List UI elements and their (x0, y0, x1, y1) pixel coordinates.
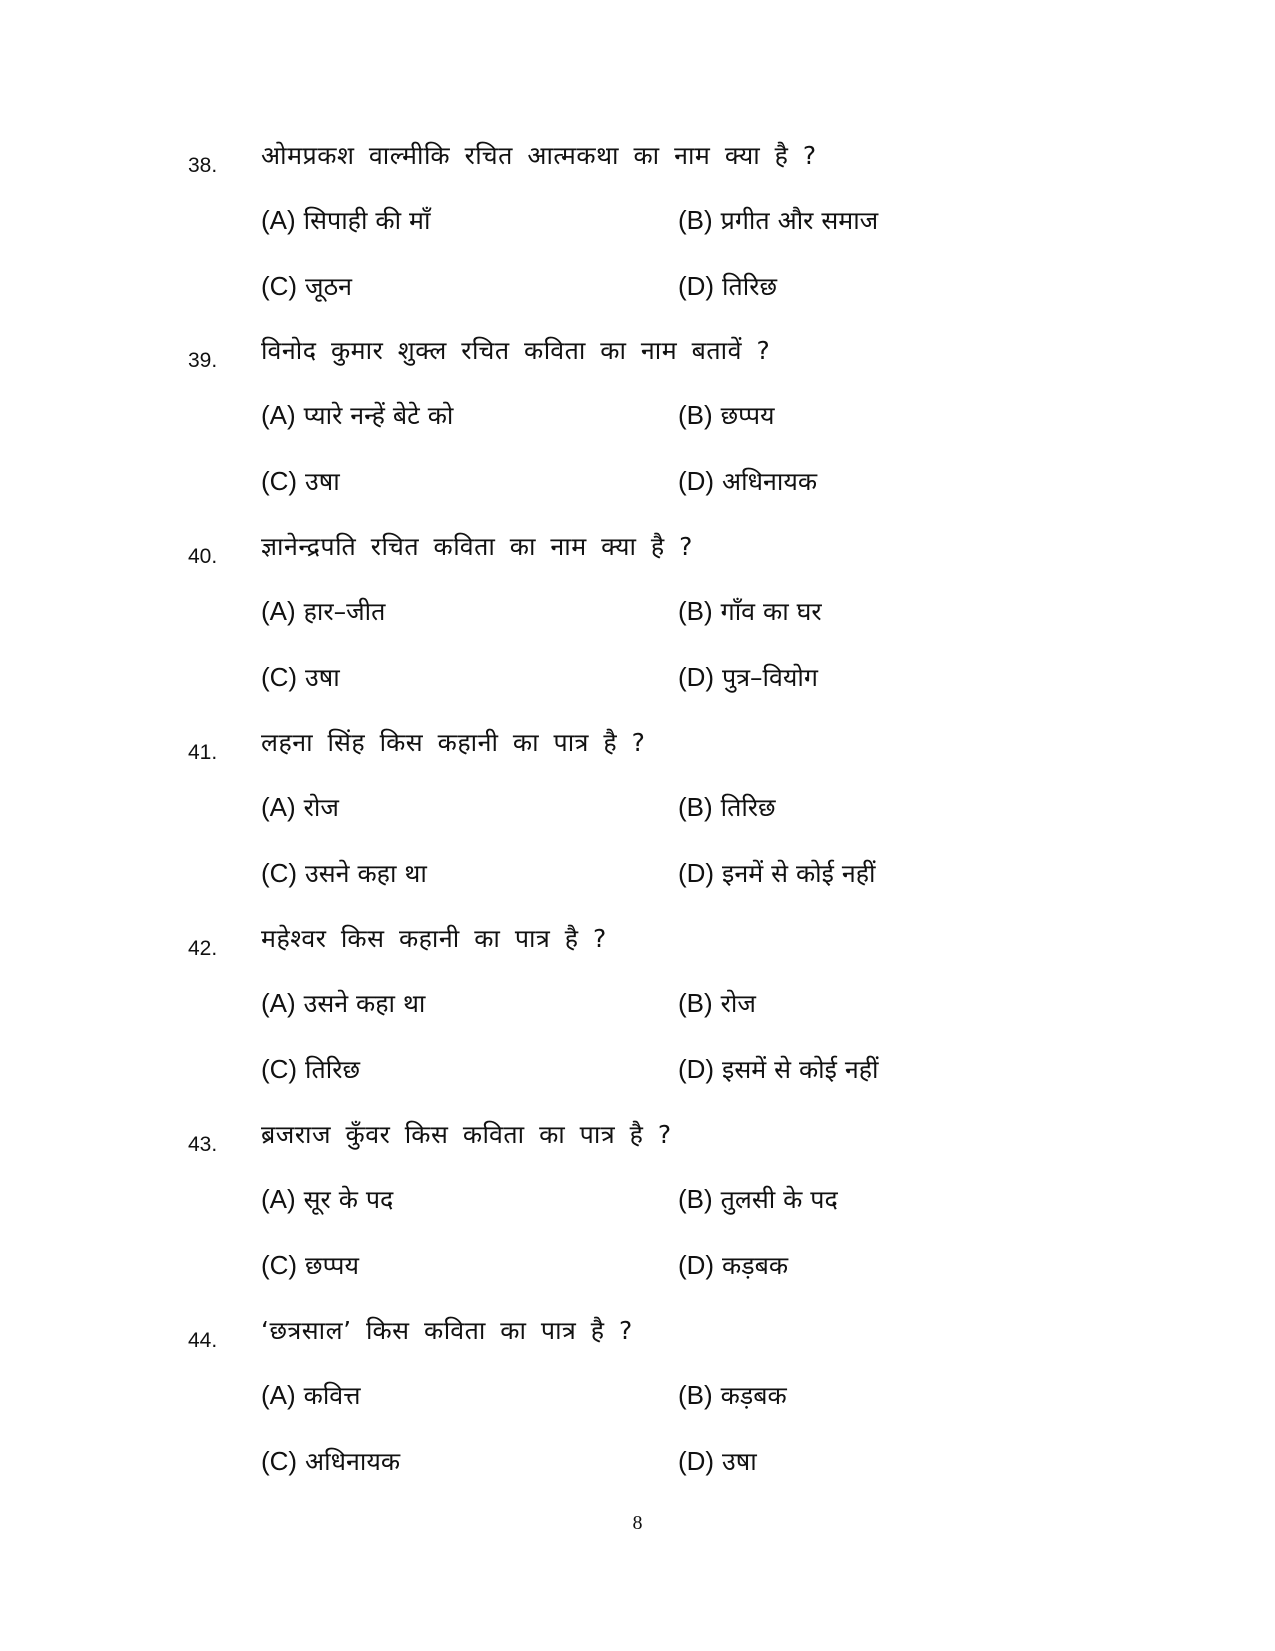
option-letter: (D) (678, 1250, 715, 1280)
option-text: रोज (720, 989, 756, 1018)
question-number: 44. (188, 1329, 218, 1352)
option-text: अधिनायक (722, 467, 818, 496)
option-text: छप्पय (305, 1251, 359, 1280)
option-text: प्रगीत और समाज (720, 206, 879, 235)
question-42 (0, 919, 1275, 1115)
option-b (678, 789, 776, 826)
option-text: इनमें से कोई नहीं (722, 859, 876, 888)
option-text: पुत्र–वियोग (722, 663, 818, 692)
option-a (261, 202, 430, 239)
question-number: 39. (188, 349, 218, 372)
option-text: तिरिछ (722, 272, 777, 301)
option-text: तिरिछ (305, 1055, 360, 1084)
question-41 (0, 723, 1275, 919)
option-text: इसमें से कोई नहीं (722, 1055, 879, 1084)
question-40 (0, 527, 1275, 723)
question-number: 40. (188, 545, 218, 568)
option-letter: (C) (261, 1446, 298, 1476)
question-38 (0, 136, 1275, 332)
option-d (678, 659, 818, 696)
option-b (678, 202, 878, 239)
question-text: लहना सिंह किस कहानी का पात्र है ? (261, 728, 646, 757)
option-letter: (A) (261, 1184, 296, 1214)
option-text: प्यारे नन्हें बेटे को (303, 401, 454, 430)
question-text: ज्ञानेन्द्रपति रचित कविता का नाम क्या है ? (261, 532, 693, 561)
option-d (678, 1051, 879, 1088)
option-a (261, 789, 339, 826)
question-39 (0, 331, 1275, 527)
question-44 (0, 1311, 1275, 1507)
option-letter: (A) (261, 1380, 296, 1410)
option-letter: (D) (678, 1446, 715, 1476)
option-text: तुलसी के पद (720, 1185, 838, 1214)
option-letter: (D) (678, 1054, 715, 1084)
option-text: अधिनायक (305, 1447, 401, 1476)
option-letter: (A) (261, 792, 296, 822)
option-text: उसने कहा था (303, 989, 426, 1018)
option-text: उसने कहा था (305, 859, 427, 888)
option-letter: (C) (261, 1054, 298, 1084)
option-letter: (B) (678, 988, 713, 1018)
option-a (261, 985, 425, 1022)
option-d (678, 1247, 788, 1284)
option-letter: (C) (261, 271, 298, 301)
option-letter: (A) (261, 205, 296, 235)
option-d (678, 1443, 757, 1480)
option-letter: (C) (261, 662, 298, 692)
question-number: 42. (188, 937, 218, 960)
option-d (678, 268, 777, 305)
option-text: छप्पय (720, 401, 775, 430)
option-c (261, 268, 352, 305)
option-text: तिरिछ (720, 793, 776, 822)
option-letter: (B) (678, 792, 713, 822)
option-text: जूठन (305, 272, 352, 301)
option-letter: (C) (261, 466, 298, 496)
option-letter: (C) (261, 1250, 298, 1280)
option-letter: (C) (261, 858, 298, 888)
question-text: महेश्वर किस कहानी का पात्र है ? (261, 924, 607, 953)
option-c (261, 659, 340, 696)
option-c (261, 855, 427, 892)
option-letter: (A) (261, 988, 296, 1018)
option-a (261, 397, 453, 434)
question-number: 43. (188, 1133, 218, 1156)
option-letter: (B) (678, 1184, 713, 1214)
option-letter: (D) (678, 271, 715, 301)
option-text: सूर के पद (303, 1185, 394, 1214)
option-d (678, 855, 875, 892)
option-letter: (D) (678, 466, 715, 496)
question-text: ओमप्रकश वाल्मीकि रचित आत्मकथा का नाम क्या है ? (261, 141, 817, 170)
option-text: उषा (722, 1447, 757, 1476)
option-b (678, 1181, 838, 1218)
option-a (261, 1377, 360, 1414)
option-letter: (A) (261, 596, 296, 626)
option-text: कड़बक (720, 1381, 787, 1410)
option-letter: (D) (678, 858, 715, 888)
option-text: उषा (305, 467, 340, 496)
option-b (678, 397, 775, 434)
question-number: 41. (188, 741, 218, 764)
page-number: 8 (632, 1512, 643, 1534)
option-letter: (B) (678, 1380, 713, 1410)
question-text: ‘छत्रसाल’ किस कविता का पात्र है ? (261, 1316, 633, 1345)
option-b (678, 985, 756, 1022)
question-43 (0, 1115, 1275, 1311)
option-c (261, 463, 340, 500)
option-c (261, 1051, 360, 1088)
option-letter: (B) (678, 400, 713, 430)
option-letter: (A) (261, 400, 296, 430)
option-letter: (B) (678, 205, 713, 235)
option-text: कवित्त (303, 1381, 361, 1410)
option-text: हार–जीत (303, 597, 386, 626)
question-number: 38. (188, 154, 218, 177)
option-b (678, 593, 822, 630)
option-text: कड़बक (722, 1251, 789, 1280)
question-text: विनोद कुमार शुक्ल रचित कविता का नाम बतावें ? (261, 336, 771, 365)
option-text: उषा (305, 663, 340, 692)
option-b (678, 1377, 787, 1414)
option-letter: (D) (678, 662, 715, 692)
option-text: गाँव का घर (720, 597, 822, 626)
option-a (261, 1181, 393, 1218)
question-text: ब्रजराज कुँवर किस कविता का पात्र है ? (261, 1120, 672, 1149)
option-text: रोज (303, 793, 339, 822)
option-a (261, 593, 385, 630)
option-c (261, 1247, 359, 1284)
option-text: सिपाही की माँ (303, 206, 431, 235)
option-c (261, 1443, 400, 1480)
option-d (678, 463, 817, 500)
option-letter: (B) (678, 596, 713, 626)
